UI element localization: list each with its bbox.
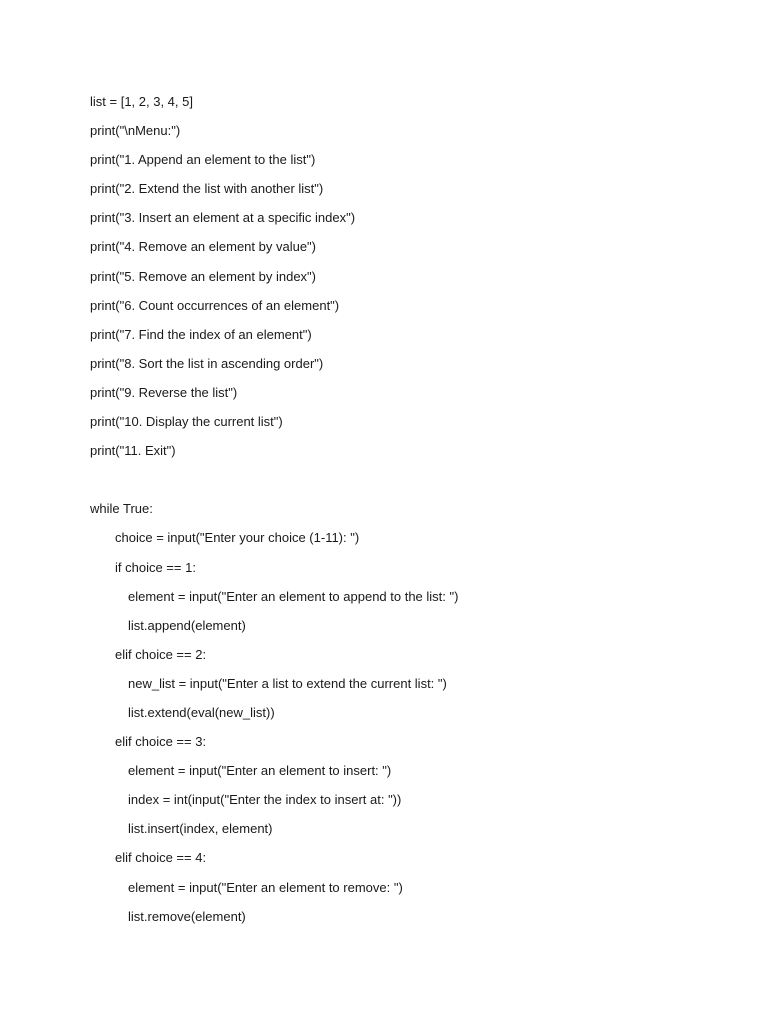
blank-line bbox=[90, 471, 730, 500]
code-line: print("10. Display the current list") bbox=[90, 414, 283, 430]
code-line: print("6. Count occurrences of an element") bbox=[90, 297, 340, 313]
code-line: print("1. Append an element to the list") bbox=[90, 152, 316, 168]
code-line: print("5. Remove an element by index") bbox=[90, 268, 317, 284]
code-line: print("9. Reverse the list") bbox=[90, 384, 238, 400]
code-line: new_list = input("Enter a list to extend the current list: ") bbox=[128, 675, 447, 691]
code-line: print("2. Extend the list with another list") bbox=[90, 181, 324, 197]
code-line: list = [1, 2, 3, 4, 5] bbox=[90, 94, 193, 109]
code-line: elif choice == 2: bbox=[115, 646, 207, 662]
code-line: element = input("Enter an element to insert: ") bbox=[128, 763, 392, 779]
code-line: list.append(element) bbox=[128, 617, 246, 633]
code-line: print("11. Exit") bbox=[90, 443, 176, 459]
code-line: while True: bbox=[90, 501, 153, 517]
code-line: elif choice == 3: bbox=[115, 734, 207, 750]
code-line: if choice == 1: bbox=[115, 559, 196, 575]
code-line: print("3. Insert an element at a specific index") bbox=[90, 210, 356, 226]
code-line: index = int(input("Enter the index to insert at: ")) bbox=[128, 792, 402, 808]
code-line: print("7. Find the index of an element") bbox=[90, 326, 312, 342]
code-line: print("4. Remove an element by value") bbox=[90, 239, 317, 255]
code-line: element = input("Enter an element to remove: ") bbox=[128, 879, 403, 895]
code-line: list.remove(element) bbox=[128, 908, 246, 924]
code-line: list.extend(eval(new_list)) bbox=[128, 704, 275, 720]
code-block bbox=[90, 93, 730, 937]
code-line: element = input("Enter an element to append to the list: ") bbox=[128, 588, 459, 604]
code-line: choice = input("Enter your choice (1-11): ") bbox=[115, 530, 360, 546]
code-line: print("8. Sort the list in ascending order") bbox=[90, 355, 324, 371]
code-line: list.insert(index, element) bbox=[128, 821, 273, 837]
code-line: print("\nMenu:") bbox=[90, 123, 181, 139]
code-line: elif choice == 4: bbox=[115, 850, 207, 866]
